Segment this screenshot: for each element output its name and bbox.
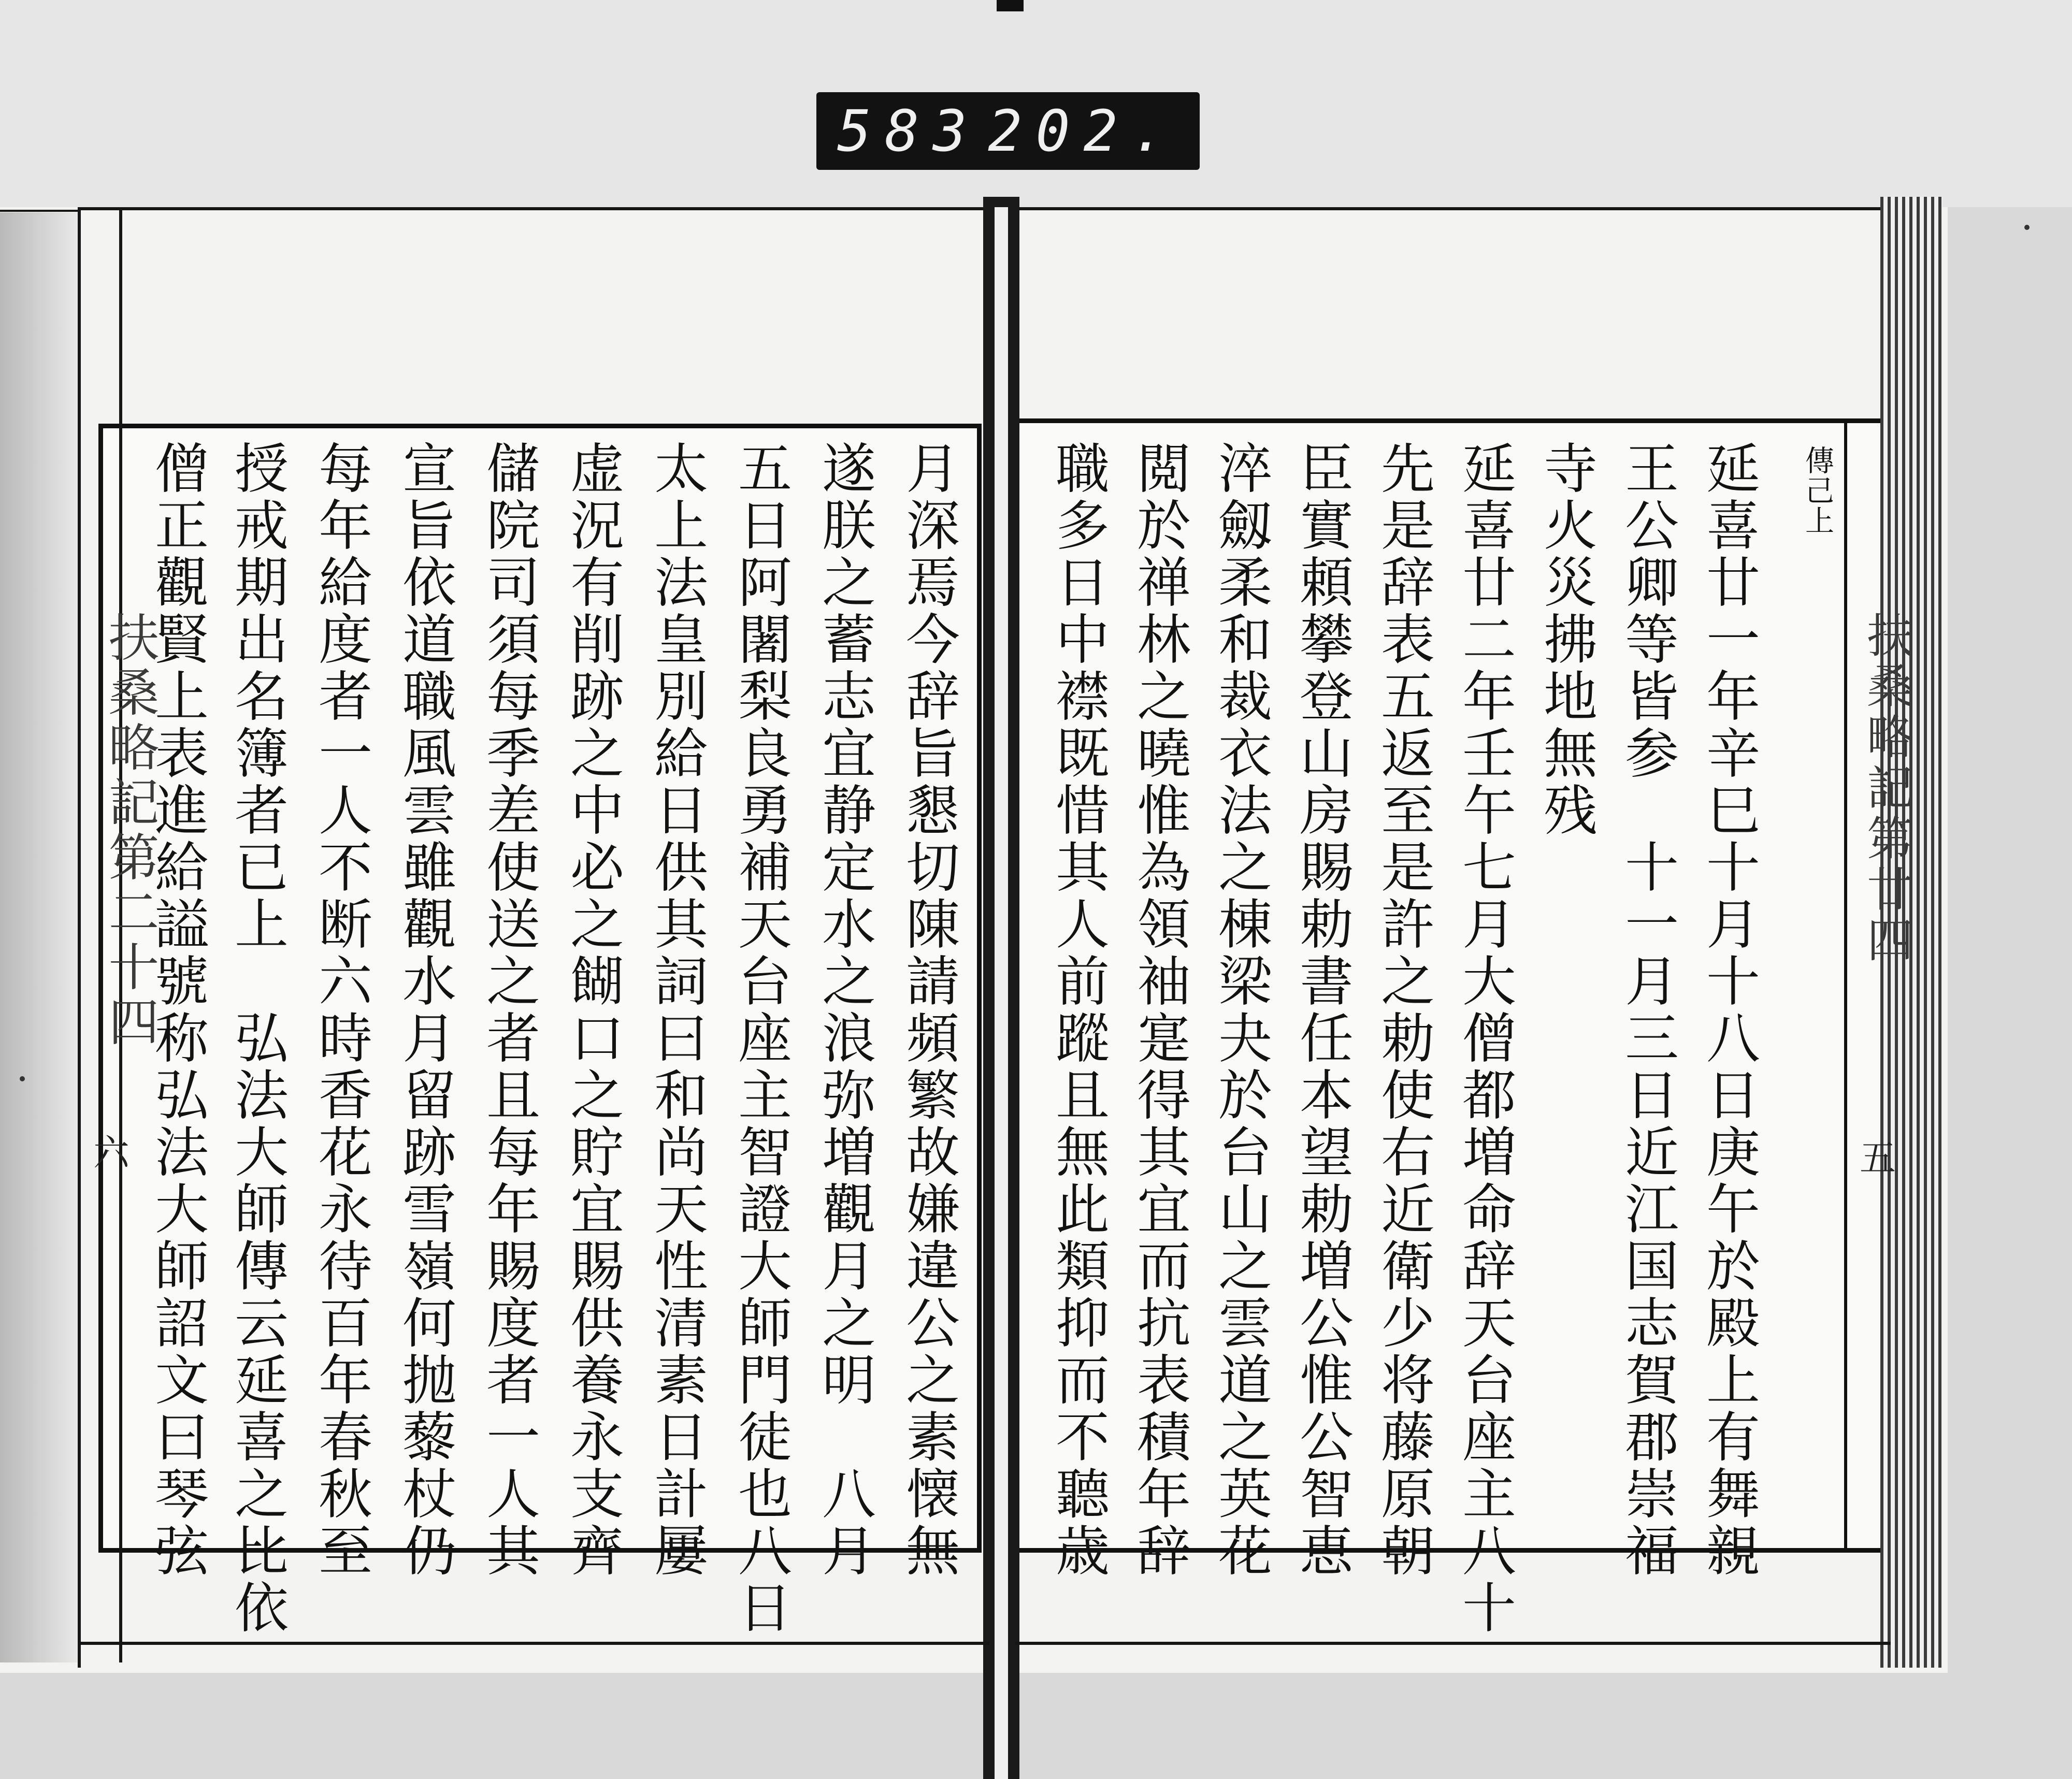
right-page-column-1: 傳己上 [1801, 445, 1834, 536]
right-page-column-8: 淬劔柔和裁衣法之棟梁夬於台山之雲道之英花 [1209, 440, 1272, 1580]
left-page-column-2: 遂朕之蓄志宜静定水之浪弥増觀月之明 八月 [813, 440, 876, 1580]
left-page-margin-title: 扶桑略記第二十四 [100, 611, 159, 1050]
left-page-column-5: 虚況有削跡之中必之餬口之貯宜賜供養永支齊 [561, 440, 624, 1580]
left-page-column-4: 太上法皇別給日供其詞曰和尚天性清素日計屢 [645, 440, 708, 1580]
left-page-top-edge [78, 207, 989, 210]
scan-speck [2024, 225, 2030, 230]
right-page-column-6: 先是辞表五返至是許之勅使右近衛少将藤原朝 [1372, 440, 1435, 1580]
left-page-column-8: 每年給度者一人不断六時香花永待百年春秋至 [309, 440, 372, 1580]
book-gutter-center [995, 207, 1008, 1779]
right-page-column-3: 王公卿等皆参 十一月三日近江国志賀郡崇福 [1616, 440, 1679, 1580]
right-page-margin-title: 扶桑略記第廿四 [1859, 611, 1913, 966]
top-registration-mark [997, 0, 1024, 11]
outer-top-edge [0, 210, 78, 212]
right-page-column-9: 閲於禅林之曉惟為領袖寔得其宜而抗表積年辞 [1128, 440, 1191, 1580]
left-page-folio: 六 [93, 1132, 130, 1174]
frame-counter-right: 202. [988, 98, 1179, 164]
left-page-column-10: 僧正觀賢上表進給謚號称弘法大師詔文曰琴弦 [146, 440, 209, 1580]
right-page-column-2: 延喜廿一年辛巳十月十八日庚午於殿上有舞親 [1697, 440, 1760, 1580]
right-page-column-4: 寺火災拂地無残 [1534, 440, 1598, 839]
left-page-column-1: 月深焉今辞旨懇切陳請頻繁故嫌違公之素懐無 [897, 440, 960, 1580]
frame-counter [816, 92, 1200, 170]
right-page-top-edge [1015, 207, 1891, 210]
left-page-column-3: 五日阿闍梨良勇補天台座主智證大師門徒也八日 [729, 440, 792, 1637]
right-page-inner-rule [1844, 423, 1847, 1550]
right-page-column-7: 臣實頼攀登山房賜勅書任本望勅増公惟公智恵 [1290, 440, 1354, 1580]
left-page-margin-line [78, 207, 81, 1668]
right-page-column-10: 職多日中襟既惜其人前蹤且無此類抑而不聽歳 [1046, 440, 1110, 1580]
left-page-column-7: 宣旨依道職風雲雖觀水月留跡雪嶺何抛藜杖仍 [393, 440, 456, 1580]
right-page-folio: 五 [1860, 1137, 1896, 1179]
frame-counter-left: 583 [837, 98, 981, 164]
left-page-bottom-edge [78, 1642, 989, 1645]
left-page-edge [0, 212, 78, 1662]
left-page-column-6: 儲院司須每季差使送之者且每年賜度者一人其 [477, 440, 540, 1580]
right-page-bottom-edge [1015, 1642, 1891, 1645]
right-page-column-5: 延喜廿二年壬午七月大僧都増命辞天台座主八十 [1453, 440, 1516, 1637]
scan-speck [20, 1076, 25, 1081]
left-page-column-9: 授戒期出名簿者已上 弘法大師傳云延喜之比依 [225, 440, 289, 1637]
